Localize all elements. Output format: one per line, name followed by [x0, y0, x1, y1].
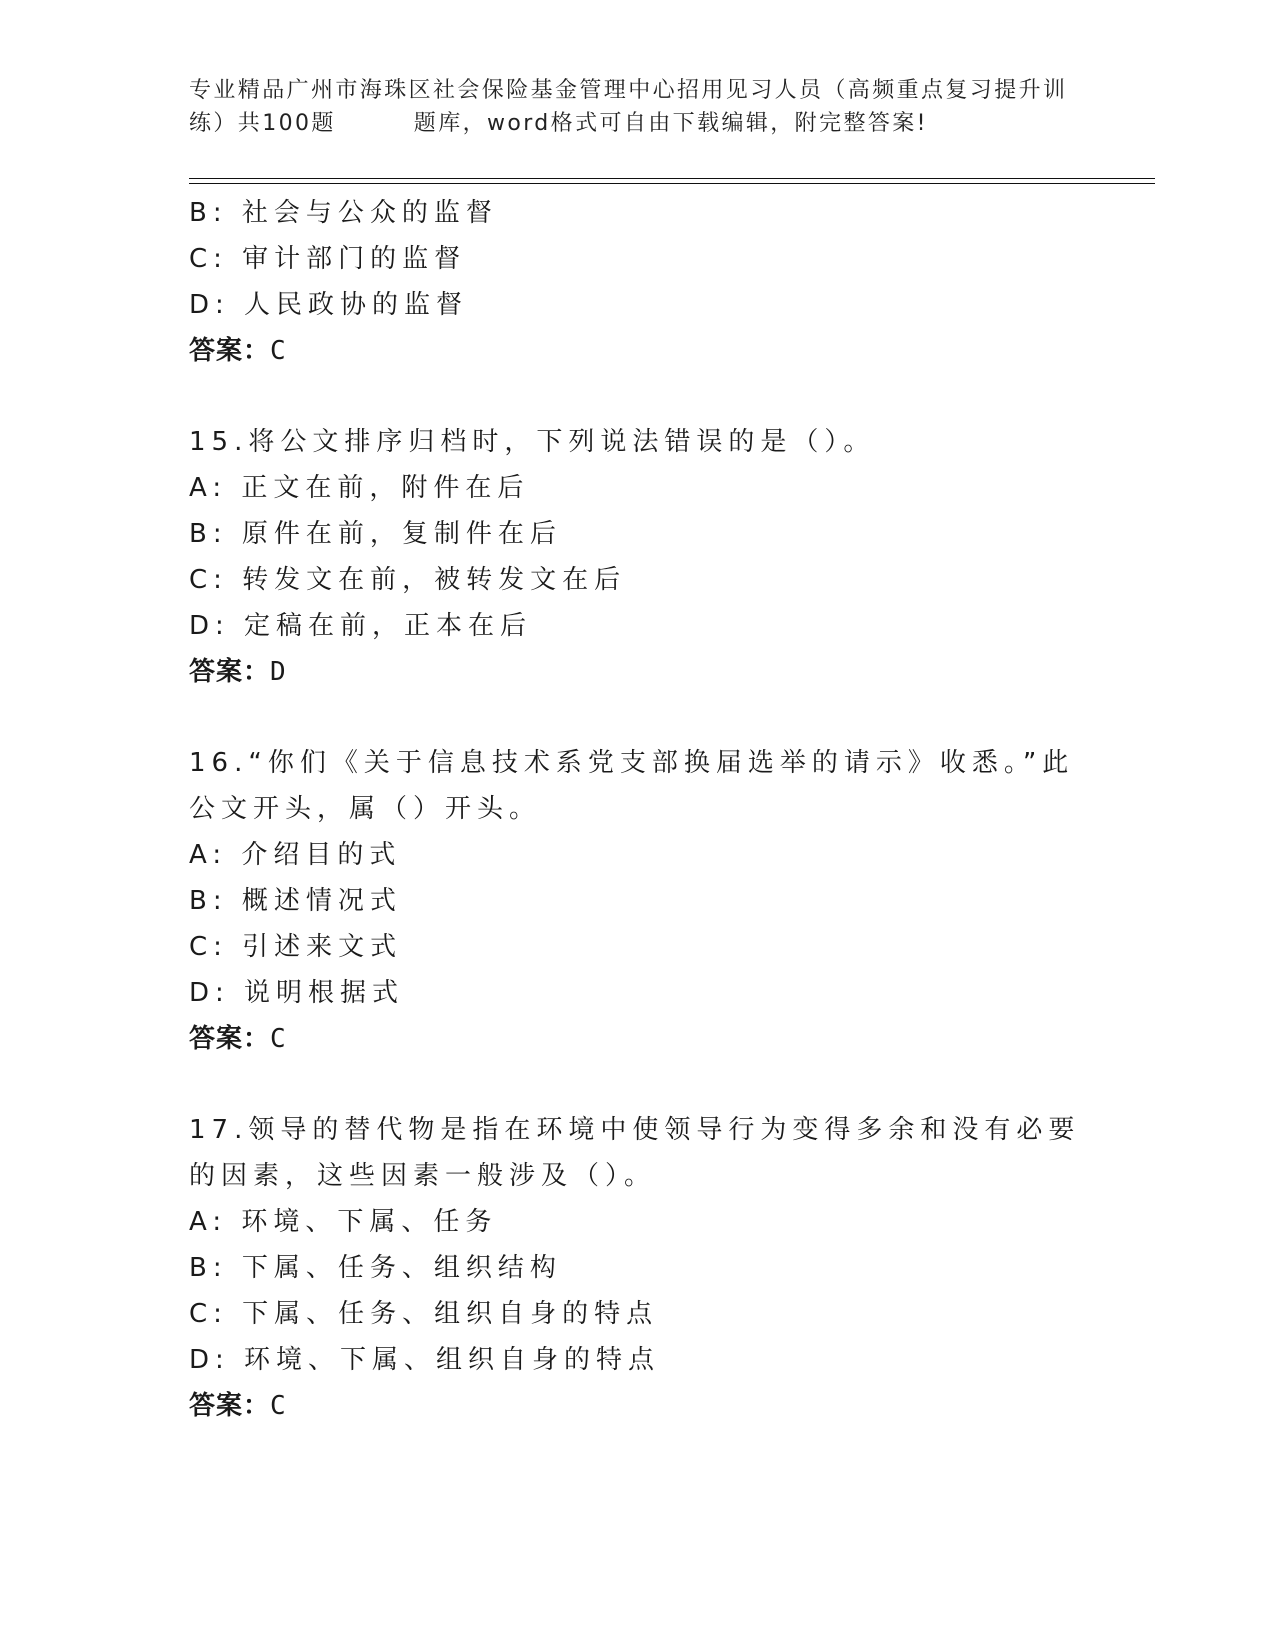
- answer-line: [189, 1016, 1089, 1062]
- answer-value: C: [270, 1391, 286, 1421]
- question-17: [189, 1107, 1089, 1429]
- option-c: C: 审计部门的监督: [189, 244, 467, 274]
- question-text: 16.“你们《关于信息技术系党支部换届选举的请示》收悉。”此公文开头，属（）开头。: [189, 748, 1075, 824]
- header-line-2-part-1: 练）共100题: [189, 111, 336, 136]
- answer-line: [189, 1383, 1089, 1429]
- answer-value: D: [270, 657, 286, 687]
- answer-value: C: [270, 336, 286, 366]
- question-spacer: [189, 1062, 1089, 1107]
- page-header: [189, 74, 1089, 140]
- question-text: 17.领导的替代物是指在环境中使领导行为变得多余和没有必要的因素，这些因素一般涉及（）。: [189, 1115, 1081, 1191]
- option-a: A: 环境、下属、任务: [189, 1207, 498, 1237]
- option-b: B: 原件在前，复制件在后: [189, 519, 562, 549]
- header-line-2: [189, 107, 1089, 140]
- option-d: D: 定稿在前，正本在后: [189, 611, 533, 641]
- option-c: C: 引述来文式: [189, 932, 403, 962]
- question-spacer: [189, 374, 1089, 419]
- answer-label: 答案：: [189, 336, 271, 366]
- option-c: C: 转发文在前，被转发文在后: [189, 565, 627, 595]
- question-14-partial: [189, 190, 1089, 374]
- option-b: B: 社会与公众的监督: [189, 198, 498, 228]
- answer-line: [189, 649, 1089, 695]
- option-d: D: 人民政协的监督: [189, 290, 469, 320]
- question-list: [189, 190, 1089, 1429]
- question-spacer: [189, 695, 1089, 740]
- option-c: C: 下属、任务、组织自身的特点: [189, 1299, 659, 1329]
- answer-label: 答案：: [189, 1391, 271, 1421]
- question-text: 15.将公文排序归档时，下列说法错误的是（）。: [189, 427, 876, 457]
- option-d: D: 说明根据式: [189, 978, 405, 1008]
- header-divider-top: [189, 178, 1155, 179]
- option-b: B: 概述情况式: [189, 886, 402, 916]
- option-d: D: 环境、下属、组织自身的特点: [189, 1345, 661, 1375]
- header-line-1: 专业精品广州市海珠区社会保险基金管理中心招用见习人员（高频重点复习提升训: [189, 78, 1068, 103]
- option-a: A: 正文在前，附件在后: [189, 473, 530, 503]
- option-b: B: 下属、任务、组织结构: [189, 1253, 562, 1283]
- question-16: [189, 740, 1089, 1062]
- answer-label: 答案：: [189, 657, 271, 687]
- answer-label: 答案：: [189, 1024, 271, 1054]
- header-line-2-part-2: 题库，word格式可自由下载编辑，附完整答案!: [413, 111, 928, 136]
- answer-line: [189, 328, 1089, 374]
- question-15: [189, 419, 1089, 695]
- header-divider-bottom: [189, 183, 1155, 184]
- answer-value: C: [270, 1024, 286, 1054]
- option-a: A: 介绍目的式: [189, 840, 402, 870]
